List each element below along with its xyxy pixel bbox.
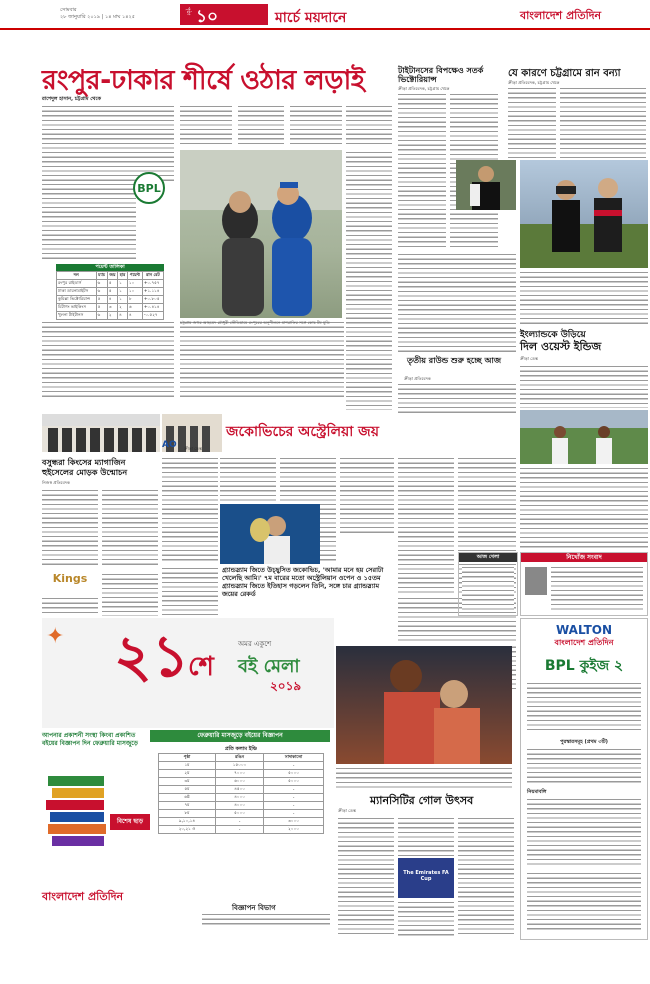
points-table-cell: ১০ — [127, 280, 142, 288]
boi-title-rest: বই মেলা — [238, 656, 300, 677]
england-photo — [520, 410, 648, 464]
page-label: পৃষ্ঠা — [185, 7, 191, 16]
quiz-rules-title: নিয়মাবলি — [527, 789, 547, 795]
points-table-cell: খুলনা টাইটানস — [57, 312, 97, 320]
djokovic-byline: ক্রীড়া ডেস্ক — [184, 446, 203, 451]
col-team: দল — [57, 272, 97, 280]
points-table-cell: ১ — [118, 296, 128, 304]
points-table-cell: ৪ — [118, 312, 128, 320]
points-table-cell: ১ — [118, 280, 128, 288]
quiz-rules — [527, 797, 641, 867]
points-table-row — [57, 296, 164, 304]
points-table-cell: কুমিল্লা ভিক্টোরিয়ান্স — [57, 296, 97, 304]
rate-cell: - — [216, 826, 264, 834]
djokovic-quote: গ্র্যান্ডস্ল্যাম জিতে উচ্ছ্বসিত জকোভিচ, 'আমার মনে হয় সেরাটা খেলেছি আমি।' ৭ম বারের মতো অস্ট্রেলিয়ান ওপেন ও ১৫তম গ্র্যান্ডস্ল্যাম জিতে ইতিহাস গড়লেন তিনি, সঙ্গে চার গ্র্যান্ডস্ল্যাম জয়ের রেকর্ড — [222, 566, 384, 598]
vikings-photo — [520, 160, 648, 268]
col-loss: হার — [118, 272, 128, 280]
rate-cell: ৯,১০,১৪ — [159, 818, 216, 826]
england-headline-2: দিল ওয়েস্ট ইন্ডিজ — [520, 340, 602, 353]
kings-body-d — [42, 596, 98, 616]
rate-cell: ৭ম — [159, 802, 216, 810]
rate-cell: ৬ষ্ঠ — [159, 794, 216, 802]
city-byline: ক্রীড়া ডেস্ক — [338, 808, 357, 813]
page-number-tab — [180, 4, 268, 25]
boi-promo: আপনার প্রকাশনী সংস্থা কিংবা প্রকাশিত বইয়ের বিজ্ঞাপন দিন ফেব্রুয়ারি মাসজুড়ে — [42, 732, 138, 747]
rate-cell: ২য় — [159, 770, 216, 778]
city-body-b — [398, 816, 454, 856]
chattogram-headline: যে কারণে চট্টগ্রামে রান বন্যা — [508, 68, 621, 79]
rate-row — [159, 802, 324, 810]
boi-rate-cols — [159, 754, 324, 762]
djokovic-body-b — [220, 456, 276, 504]
quiz-paper: বাংলাদেশ প্রতিদিন — [554, 638, 614, 647]
rate-col-page: পৃষ্ঠা — [159, 754, 216, 762]
boi-rate-grid — [158, 753, 324, 834]
rate-row — [159, 762, 324, 770]
kings-headline — [42, 458, 172, 478]
page-number: ১০ — [196, 7, 219, 27]
boi-rate-header: প্রতি কলাম ইঞ্চি — [224, 746, 258, 752]
rate-cell: ৫০০০ — [264, 770, 324, 778]
quiz-prizes — [527, 747, 641, 785]
points-table-cell: +০.৪১৪ — [142, 304, 163, 312]
bpl-quiz — [520, 618, 648, 940]
quiz-title: BPL কুইজ ২ — [544, 658, 624, 674]
walton-logo: WALTON — [555, 623, 613, 637]
points-table-row — [57, 288, 164, 296]
fa-cup-badge: The Emirates FA Cup — [398, 858, 454, 898]
main-body-col2 — [180, 104, 232, 146]
kings-byline: নিজস্ব প্রতিবেদক — [42, 480, 70, 485]
rate-cell: ৫০০০ — [216, 810, 264, 818]
main-body-bottom — [180, 320, 344, 398]
rate-cell: ১ম — [159, 762, 216, 770]
book-stack-icon — [44, 768, 108, 848]
points-table-cell: রংপুর রাইডার্স — [57, 280, 97, 288]
england-body-b — [520, 466, 648, 548]
rate-row — [159, 778, 324, 786]
djokovic-headline: জকোভিচের অস্ট্রেলিয়া জয় — [226, 424, 379, 440]
missing-photo — [525, 567, 547, 595]
quiz-questions[interactable] — [527, 681, 641, 733]
points-table-cell: ২ — [107, 312, 117, 320]
chattogram-body-a — [508, 86, 556, 158]
discount-badge: বিশেষ ছাড় — [110, 814, 150, 830]
rate-cell: ৪০০০ — [216, 794, 264, 802]
rate-cell: - — [264, 794, 324, 802]
points-table-cell: ৫ — [96, 304, 107, 312]
boi-contact — [202, 912, 330, 926]
today-text — [462, 565, 514, 611]
missing-box — [520, 552, 648, 616]
main-photo — [180, 150, 342, 318]
djokovic-body-a — [162, 456, 218, 564]
titans-headline: টাইটানসের বিপক্ষেও সতর্ক ভিক্টোরিয়ান্স — [398, 66, 484, 84]
points-table-header — [57, 272, 164, 280]
rate-row — [159, 794, 324, 802]
rate-cell: - — [264, 802, 324, 810]
kings-body-c — [102, 572, 158, 616]
points-table-row — [57, 312, 164, 320]
points-table-cell: +০.৮০৫ — [142, 296, 163, 304]
points-table-cell: ৫ — [107, 288, 117, 296]
points-table-cell: ৪ — [107, 296, 117, 304]
main-body-col3 — [238, 104, 284, 146]
quiz-prizes-title: পুরস্কারসমূহ (প্রথম ৩টি) — [560, 739, 608, 745]
header-date: ২৮ জানুয়ারি ২০১৯ | ১৪ মাঘ ১৪২৫ — [60, 14, 135, 20]
england-headline-1: ইংল্যান্ডকে উড়িয়ে — [520, 330, 586, 340]
kings-body-a — [42, 488, 98, 568]
vikings-body — [520, 270, 648, 326]
kings-body-b — [102, 488, 158, 568]
rate-row — [159, 810, 324, 818]
points-table-cell: +০.৭৫৭ — [142, 280, 163, 288]
boi-title-num: ২১ — [114, 622, 190, 690]
main-body-col5 — [346, 104, 392, 146]
third-round-headline: তৃতীয় রাউন্ড শুরু হচ্ছে আজ — [407, 356, 501, 365]
today-box — [458, 552, 518, 616]
today-title: আজ খেলা — [459, 553, 517, 562]
points-table-cell: ১০ — [127, 288, 142, 296]
section-title: মার্চে ময়দানে — [275, 10, 347, 26]
boi-brand: বাংলাদেশ প্রতিদিন — [42, 890, 124, 903]
points-table-cell: +১.১১৪ — [142, 288, 163, 296]
rate-cell: - — [264, 762, 324, 770]
third-round-byline: ক্রীড়া প্রতিবেদক — [404, 376, 431, 381]
main-headline: রংপুর-ঢাকার শীর্ষে ওঠার লড়াই — [42, 65, 365, 96]
rate-cell: ৬০০০ — [216, 778, 264, 786]
rate-cell: ৭০০০ — [216, 770, 264, 778]
points-table-cell: -০.৫২৭ — [142, 312, 163, 320]
bpl-logo — [128, 168, 170, 212]
rate-cell: ১৫০০০ — [216, 762, 264, 770]
deco-bird-icon: ✦ — [46, 624, 65, 649]
third-round-body — [398, 382, 516, 414]
points-table-cell: ৪ — [127, 312, 142, 320]
brand-logo: বাংলাদেশ প্রতিদিন — [520, 9, 602, 22]
boi-mela-ad — [42, 618, 334, 936]
chattogram-byline: ক্রীড়া প্রতিবেদক, চট্টগ্রাম থেকে — [508, 80, 560, 85]
titans-body-a — [398, 92, 446, 250]
city-body-d — [458, 816, 514, 936]
boi-mela-top — [42, 618, 334, 728]
boi-rate-table — [158, 746, 324, 834]
boi-subtitle: অমর একুশে — [238, 640, 272, 648]
rate-cell: ২০০০ — [264, 826, 324, 834]
rate-cell: ৩য় — [159, 778, 216, 786]
col-match: ম্যাচ — [96, 272, 107, 280]
titans-byline: ক্রীড়া প্রতিবেদক, চট্টগ্রাম থেকে — [398, 86, 450, 91]
djokovic-photo — [220, 504, 320, 564]
col-points: পয়েন্ট — [127, 272, 142, 280]
boi-title-she: শে — [188, 652, 214, 682]
points-table-cell: ৫ — [107, 280, 117, 288]
titans-body-c — [398, 252, 516, 354]
points-table-cell: ২ — [118, 304, 128, 312]
titans-photo — [456, 160, 516, 210]
djokovic-body-e — [162, 566, 218, 616]
rate-cell: ৫০০০ — [264, 778, 324, 786]
main-photo-caption: চট্টগ্রাম জহুর আহমেদ চৌধুরী স্টেডিয়ামে রংপুরের অনুশীলনে মাশরাফির সঙ্গে কোচ টম মুডি — [180, 320, 330, 325]
city-headline: ম্যানসিটির গোল উৎসব — [370, 794, 474, 807]
djokovic-body-d — [340, 456, 394, 536]
page-header — [0, 0, 650, 30]
main-body-col5b — [346, 150, 392, 410]
soccer-caption — [336, 766, 512, 790]
england-body-a — [520, 364, 648, 408]
rate-row — [159, 826, 324, 834]
ao-logo: AO — [162, 440, 177, 450]
points-table-cell: ৮ — [127, 296, 142, 304]
main-body-col1c — [42, 320, 174, 398]
points-table-row — [57, 304, 164, 312]
rate-row — [159, 770, 324, 778]
rate-cell: - — [216, 818, 264, 826]
missing-title: নিখোঁজ সংবাদ — [521, 553, 647, 562]
rate-row — [159, 786, 324, 794]
missing-text — [551, 565, 643, 611]
points-table-cell: চিটাগং ভাইকিংস — [57, 304, 97, 312]
soccer-photo — [336, 646, 512, 764]
england-byline: ক্রীড়া ডেস্ক — [520, 356, 539, 361]
points-table-cell: ৫ — [96, 296, 107, 304]
boi-rate-banner: ফেব্রুয়ারি মাসজুড়ে বইয়ের বিজ্ঞাপন — [150, 730, 330, 742]
rate-cell: ৫ম — [159, 786, 216, 794]
rate-col-color: রঙিন — [216, 754, 264, 762]
rate-cell: ২০,২১ ও — [159, 826, 216, 834]
england-headline — [520, 330, 648, 352]
kings-headline-2: হুইসেলের মোড়ক উন্মোচন — [42, 468, 128, 477]
points-table-cell: ৬ — [127, 304, 142, 312]
main-body-col1b — [42, 182, 136, 262]
chattogram-body-b — [560, 86, 646, 158]
points-table-cell: ৩ — [107, 304, 117, 312]
points-table-cell: ১ — [118, 288, 128, 296]
points-table-title: পয়েন্ট তালিকা — [56, 264, 164, 271]
rate-cell: ৪০০০ — [216, 802, 264, 810]
rate-cell: - — [264, 810, 324, 818]
points-table-cell: ৬ — [96, 288, 107, 296]
rate-row — [159, 818, 324, 826]
points-table-cell: ৬ — [96, 312, 107, 320]
kings-photo — [42, 414, 160, 452]
main-byline: রাশেদুল হাসান, চট্টগ্রাম থেকে — [42, 96, 102, 102]
main-body-col4 — [290, 104, 342, 146]
rate-col-bw: সাদাকালো — [264, 754, 324, 762]
points-table-cell: ঢাকা ডায়নামাইটস — [57, 288, 97, 296]
points-table-cell: ৬ — [96, 280, 107, 288]
bpl-logo-text: BPL — [137, 182, 161, 195]
quiz-form[interactable] — [527, 871, 641, 931]
kings-logo: Kings — [52, 572, 88, 585]
city-body-c — [398, 900, 454, 936]
rate-cell: ৪৫০০ — [216, 786, 264, 794]
rate-cell: ৩০০০ — [264, 818, 324, 826]
header-day: সোমবার — [60, 7, 77, 13]
rate-cell: ৮ম — [159, 810, 216, 818]
rate-cell: - — [264, 786, 324, 794]
boi-year: ২০১৯ — [270, 679, 302, 693]
kings-headline-1: বসুন্ধরা কিংসের ম্যাগাজিন — [42, 458, 126, 467]
city-body-a — [338, 816, 394, 936]
col-win: জয় — [107, 272, 117, 280]
points-table-row — [57, 280, 164, 288]
boi-dept: বিজ্ঞাপন বিভাগ — [232, 904, 276, 912]
col-nrr: রান রেট — [142, 272, 163, 280]
